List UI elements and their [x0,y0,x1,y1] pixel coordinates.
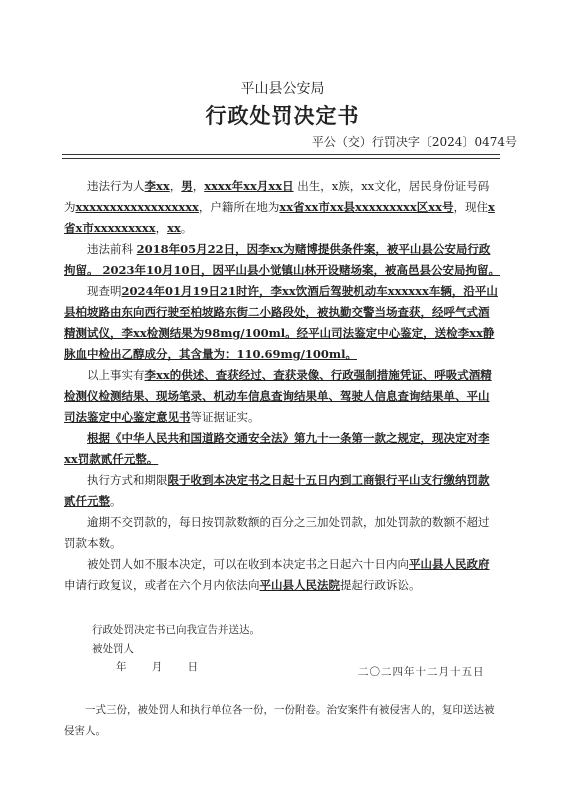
decision-paragraph [64,428,500,470]
copies-note: 一式三份，被处罚人和执行单位各一份，一份附卷。治安案件有被侵害人的，复印送达被侵害人。 [64,704,495,737]
served-statement: 行政处罚决定书已向我宣告并送达。 [92,624,260,636]
text: 现查明 [87,284,122,298]
decision-body [64,176,500,596]
text: 违法前科 [87,242,137,256]
text: 违法行为人 [87,179,145,193]
offender-residence-extra: xx [167,221,181,235]
text: ， [169,179,182,193]
text: 。 [180,221,193,235]
offender-paragraph [64,176,500,239]
offender-id-number: xxxxxxxxxxxxxxxxxx [75,200,199,214]
text: ，现住 [453,200,488,214]
text: 等证据证实。 [190,410,260,424]
document-number: 平公（交）行罚决字〔2024〕0474号 [311,135,517,149]
text: ， [192,179,205,193]
evidence-paragraph [64,365,500,428]
text: 执行方式和期限 [87,473,168,487]
signature-date-blank: 年 月 日 [116,661,199,673]
prior-record: 2018年05月22日，因李xx为赌博提供条件案，被平山县公安局行政拘留。 2023年10月10日，因平山县小觉镇山林开设赌场案，被高邑县公安局拘留。 [64,242,501,277]
appeal-paragraph [64,554,500,596]
offender-residence: x省x市xxxxxxxxx [64,200,495,235]
facts-paragraph [64,281,500,365]
late-fee-paragraph [64,512,500,554]
prior-record-paragraph [64,239,500,281]
text: 逾期不交罚款的，每日按罚款数额的百分之三加处罚款，加处罚款的数额不超过罚款本数。 [64,515,490,550]
offender-gender: 男 [181,179,193,193]
text: 申请行政复议，或者在六个月内依法向 [64,578,260,592]
text: 。 [110,494,122,508]
issuing-agency: 平山县公安局 [240,81,325,97]
header-divider-top [62,154,500,155]
review-authority: 平山县人民政府 [409,557,490,571]
header-divider-bottom [62,158,500,159]
text: 出生，x族，xx文化，居民身份证号码为 [64,179,490,214]
execution-paragraph [64,470,500,512]
text: 提起行政诉讼。 [340,578,421,592]
issue-date: 二〇二四年十二月十五日 [358,666,485,678]
document-title: 行政处罚决定书 [205,103,360,128]
text: ，户籍所在地为 [198,200,280,214]
text: ， [155,221,168,235]
offender-hukou: xx省xx市xx县xxxxxxxxx区xx号 [279,200,454,214]
text: 被处罚人如不服本决定，可以在收到本决定书之日起六十日内向 [87,557,409,571]
execution-terms: 限于收到本决定书之日起十五日内到工商银行平山支行缴纳罚款贰仟元整 [64,473,490,508]
court-authority: 平山县人民法院 [259,578,340,592]
penalized-person-label: 被处罚人 [92,643,134,655]
offender-dob: xxxx年xx月xx日 [204,179,294,193]
facts-detail: 2024年01月19日21时许，李xx饮酒后驾驶机动车xxxxxx车辆，沿平山县柏坡路由东向西行驶至柏坡路东街二小路段处，被执勤交警当场查获，经呼气式酒精测试仪，李xx检测结果为98mg/100ml。经平山司法鉴定中心鉴定，送检李xx静脉血中检出乙醇成分，其含量为：110.69mg/100ml。 [64,284,498,361]
offender-name: 李xx [144,179,170,193]
evidence-list: 李xx的供述、查获经过、查获录像、行政强制措施凭证、呼吸式酒精检测仪检测结果、现场笔录、机动车信息查询结果单、驾驶人信息查询结果单、平山司法鉴定中心鉴定意见书 [64,368,492,424]
decision-text: 根据《中华人民共和国道路交通安全法》第九十一条第一款之规定，现决定对李xx罚款贰仟元整。 [64,431,490,466]
text: 以上事实有 [87,368,145,382]
